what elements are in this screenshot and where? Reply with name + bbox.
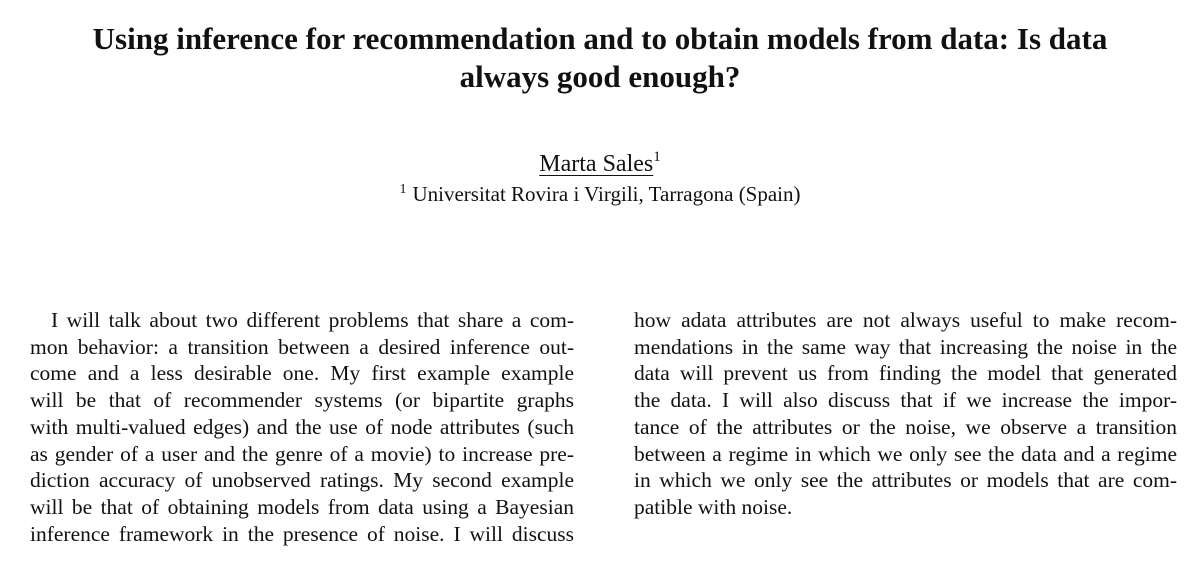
text-line: the data. I will also discuss that if we increase the impor- [634, 388, 1177, 413]
abstract-left-column [30, 307, 574, 547]
affiliation-line [0, 180, 1200, 208]
text-line: will be that of recommender systems (or bipartite graphs [30, 388, 574, 413]
text-line: how adata attributes are not always useful to make recom- [634, 308, 1177, 332]
text-line: with multi-valued edges) and the use of node attributes (such [30, 414, 574, 439]
author-name: Marta Sales [539, 151, 654, 177]
text-line: mendations in the same way that increasing the noise in the [634, 334, 1177, 359]
text-line: data will prevent us from finding the model that generated [634, 361, 1177, 386]
text-line: come and a less desirable one. My first example example [30, 361, 574, 386]
text-line: I will talk about two different problems that share a com- [51, 308, 574, 332]
text-line: diction accuracy of unobserved ratings. My second example [30, 468, 574, 493]
text-line: as gender of a user and the genre of a movie) to increase pre- [30, 441, 574, 466]
text-line: tance of the attributes or the noise, we observe a transition [634, 414, 1177, 439]
text-line: will be that of obtaining models from data using a Bayesian [30, 494, 574, 519]
title-line: Using inference for recommendation and to obtain models from data: Is data [92, 21, 1108, 56]
text-line: inference framework in the presence of noise. I will discuss [30, 521, 574, 546]
text-line: in which we only see the attributes or models that are com- [634, 468, 1177, 493]
text-line: mon behavior: a transition between a desired inference out- [30, 334, 574, 359]
abstract-right-column [634, 307, 1177, 521]
paper-title [40, 20, 1160, 96]
author-affiliation-marker: 1 [653, 149, 661, 165]
text-line: between a regime in which we only see the data and a regime [634, 441, 1177, 466]
text-line: patible with noise. [634, 494, 793, 519]
author-line [0, 149, 1200, 179]
affiliation-text: Universitat Rovira i Virgili, Tarragona (Spain) [412, 182, 801, 206]
affiliation-marker: 1 [399, 182, 407, 197]
title-line: always good enough? [459, 59, 741, 94]
